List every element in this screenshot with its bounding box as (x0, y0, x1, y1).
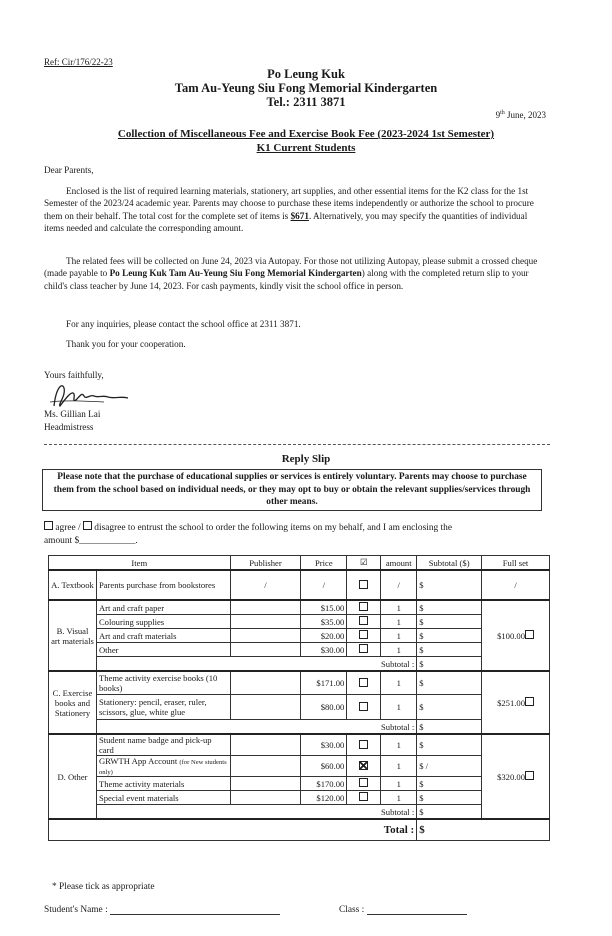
letter-title (0, 127, 612, 155)
row-publisher (230, 615, 301, 629)
header-check: ☑ (347, 556, 381, 571)
colon: : (105, 905, 108, 915)
row-subtotal[interactable]: $ / (417, 756, 482, 777)
row-checkbox[interactable] (347, 734, 381, 756)
row-item: Theme activity exercise books (10 books) (96, 671, 230, 695)
voluntary-notice: Please note that the purchase of educational supplies or services is entirely voluntary. Parents may choose to purchase them from the school based on individual needs, or they may opt to buy or obtain the relevant supplies/services through other means. (42, 469, 542, 511)
row-checkbox[interactable] (347, 570, 381, 600)
checkbox-icon[interactable] (359, 644, 368, 653)
student-name-input[interactable] (110, 914, 280, 915)
row-price: $35.00 (301, 615, 347, 629)
row-checkbox[interactable] (347, 671, 381, 695)
item-note: (for New students only) (98, 759, 227, 776)
p2-text: The related fees will be collected on June 24, 2023 via Autopay. For those not utilizing Autopay, please submit a crossed cheque (made payable to (44, 256, 538, 279)
row-checkbox[interactable] (347, 629, 381, 643)
subtotal-label: Subtotal : (96, 720, 416, 735)
table-row (49, 671, 550, 695)
row-publisher (230, 777, 301, 791)
colon: : (361, 905, 365, 915)
row-amount: 1 (381, 671, 417, 695)
row-price: $171.00 (301, 671, 347, 695)
checkbox-icon[interactable] (359, 630, 368, 639)
class-label: Class (339, 905, 360, 915)
subtotal-label: Subtotal : (96, 805, 416, 820)
row-subtotal[interactable]: $ (417, 671, 482, 695)
checkbox-icon[interactable] (359, 580, 368, 589)
row-amount: 1 (381, 734, 417, 756)
row-item: Stationery: pencil, eraser, ruler, scissors, glue, white glue (96, 695, 230, 720)
section-c-label: C. Exercise books and Stationery (49, 671, 97, 734)
checkbox-icon[interactable] (359, 740, 368, 749)
row-publisher (230, 734, 301, 756)
row-price: $80.00 (301, 695, 347, 720)
total-value[interactable]: $ (417, 819, 550, 841)
amount-field[interactable]: amount $____________. (44, 536, 138, 546)
row-publisher (230, 695, 301, 720)
row-price: $170.00 (301, 777, 347, 791)
table-header-row (49, 556, 550, 571)
paragraph-2 (44, 255, 544, 292)
checkbox-icon[interactable] (359, 616, 368, 625)
row-price: $120.00 (301, 791, 347, 805)
row-item: Theme activity materials (96, 777, 230, 791)
header-fullset: Full set (482, 556, 550, 571)
row-item: Art and craft paper (96, 600, 230, 615)
fullset-checkbox[interactable] (525, 630, 534, 639)
student-name-label: Student's Name (44, 905, 103, 915)
section-a-label: A. Textbook (49, 570, 97, 600)
row-item: Other (96, 643, 230, 657)
table-row (49, 734, 550, 756)
row-checkbox[interactable] (347, 791, 381, 805)
fee-table (48, 555, 550, 841)
row-subtotal[interactable]: $ (417, 615, 482, 629)
subtotal-value[interactable]: $ (417, 720, 482, 735)
row-publisher (230, 629, 301, 643)
row-amount: 1 (381, 756, 417, 777)
header-subtotal: Subtotal ($) (417, 556, 482, 571)
row-amount: 1 (381, 791, 417, 805)
p2-text-end: ) along with the completed return slip to your child's class teacher by June 14, 2023. For cash payments, kindly visit the school office in person. (44, 268, 529, 291)
signature-image (44, 378, 134, 410)
section-b-fullset[interactable] (482, 600, 550, 671)
tick-note: * Please tick as appropriate (52, 882, 155, 892)
row-subtotal[interactable]: $ (417, 629, 482, 643)
date-rest: June, 2023 (504, 110, 546, 120)
row-checkbox[interactable] (347, 695, 381, 720)
row-subtotal[interactable]: $ (417, 695, 482, 720)
table-row (49, 791, 550, 805)
section-c-fullset[interactable] (482, 671, 550, 734)
row-price: $15.00 (301, 600, 347, 615)
row-publisher (230, 600, 301, 615)
row-price: / (301, 570, 347, 600)
disagree-checkbox[interactable] (83, 521, 92, 530)
class-input[interactable] (367, 914, 467, 915)
row-amount: 1 (381, 695, 417, 720)
checkbox-icon[interactable] (359, 792, 368, 801)
total-amount: $671 (290, 210, 309, 221)
section-d-label: D. Other (49, 734, 97, 819)
row-subtotal[interactable]: $ (417, 777, 482, 791)
paragraph-3: For any inquiries, please contact the school office at 2311 3871. (66, 319, 301, 329)
fullset-price: $251.00 (497, 698, 525, 708)
title-line-2: K1 Current Students (256, 142, 356, 154)
table-row (49, 615, 550, 629)
checkbox-icon[interactable] (359, 678, 368, 687)
closing: Yours faithfully, (44, 370, 104, 380)
header-item: Item (49, 556, 231, 571)
agree-label: agree / (55, 523, 81, 533)
table-row (49, 643, 550, 657)
fullset-checkbox[interactable] (525, 771, 534, 780)
row-checkbox[interactable] (347, 756, 381, 777)
letter-date (496, 110, 546, 120)
reference-number: Ref: Cir/176/22-23 (44, 57, 113, 67)
crossed-checkbox-icon[interactable] (359, 761, 368, 770)
table-row (49, 570, 550, 600)
disagree-label: disagree to entrust the school to order the following items on my behalf, and I am enclosing the (94, 523, 453, 533)
class-field[interactable] (339, 905, 467, 915)
row-amount: 1 (381, 643, 417, 657)
subtotal-label: Subtotal : (96, 657, 416, 672)
signer-title: Headmistress (44, 422, 94, 432)
header-publisher: Publisher (230, 556, 301, 571)
row-publisher (230, 756, 301, 777)
section-b-label: B. Visual art materials (49, 600, 97, 671)
date-suffix: th (500, 110, 505, 116)
subtotal-row (49, 657, 550, 672)
row-price: $30.00 (301, 643, 347, 657)
row-amount: 1 (381, 629, 417, 643)
school-phone: Tel.: 2311 3871 (266, 95, 346, 109)
p1-text-end: . Alternatively, you may specify the quantities of individual items needed and calculate the corresponding amount. (44, 210, 528, 233)
signer-name: Ms. Gillian Lai (44, 409, 101, 419)
paragraph-4: Thank you for your cooperation. (66, 339, 186, 349)
greeting: Dear Parents, (44, 165, 94, 175)
row-subtotal[interactable]: $ (417, 791, 482, 805)
school-header (0, 67, 612, 109)
row-checkbox[interactable] (347, 777, 381, 791)
row-amount: 1 (381, 615, 417, 629)
row-subtotal[interactable]: $ (417, 643, 482, 657)
title-line-1: Collection of Miscellaneous Fee and Exercise Book Fee (2023-2024 1st Semester) (117, 128, 495, 140)
org-name: Po Leung Kuk (267, 67, 345, 81)
table-row (49, 629, 550, 643)
row-price: $60.00 (301, 756, 347, 777)
table-row (49, 756, 550, 777)
table-row (49, 777, 550, 791)
header-price: Price (301, 556, 347, 571)
agree-checkbox[interactable] (44, 521, 53, 530)
section-d-fullset[interactable] (482, 734, 550, 819)
reply-slip-title: Reply Slip (281, 453, 331, 465)
row-publisher (230, 671, 301, 695)
subtotal-row (49, 720, 550, 735)
row-item (96, 756, 230, 777)
fullset-price: $100.00 (497, 631, 525, 641)
row-item: Special event materials (96, 791, 230, 805)
row-subtotal[interactable]: $ (417, 734, 482, 756)
consent-statement (44, 521, 544, 548)
date-day: 9 (495, 110, 501, 120)
cheque-payee: Po Leung Kuk Tam Au-Yeung Siu Fong Memorial Kindergarten (109, 268, 362, 279)
row-publisher: / (230, 570, 301, 600)
subtotal-value[interactable]: $ (417, 657, 482, 672)
checkbox-icon[interactable] (359, 778, 368, 787)
row-fullset: / (482, 570, 550, 600)
checkbox-icon[interactable] (359, 702, 368, 711)
total-label: Total : (49, 819, 417, 841)
paragraph-1 (44, 185, 544, 234)
total-row (49, 819, 550, 841)
row-checkbox[interactable] (347, 600, 381, 615)
row-subtotal[interactable]: $ (417, 600, 482, 615)
p1-text: Enclosed is the list of required learning materials, stationery, art supplies, and other essential items for the K2 class for the 1st Semester of the 2023/24 academic year. Parents may choose to purchase these items independently or authorize the school to procure them on their behalf. The total cost for the complete set of items is (44, 186, 534, 221)
row-price: $20.00 (301, 629, 347, 643)
row-publisher (230, 643, 301, 657)
school-name: Tam Au-Yeung Siu Fong Memorial Kindergarten (174, 81, 438, 95)
item-name: GRWTH App Account (98, 756, 178, 766)
row-amount: 1 (381, 777, 417, 791)
fullset-price: $320.00 (497, 772, 525, 782)
row-publisher (230, 791, 301, 805)
table-row (49, 695, 550, 720)
student-name-field[interactable] (44, 905, 280, 915)
row-item: Colouring supplies (96, 615, 230, 629)
row-amount: / (381, 570, 417, 600)
row-item: Student name badge and pick-up card (96, 734, 230, 756)
header-amount: amount (381, 556, 417, 571)
checkbox-icon[interactable] (359, 602, 368, 611)
row-subtotal[interactable]: $ (417, 570, 482, 600)
row-amount: 1 (381, 600, 417, 615)
row-item: Art and craft materials (96, 629, 230, 643)
row-checkbox[interactable] (347, 615, 381, 629)
row-price: $30.00 (301, 734, 347, 756)
cut-line (44, 444, 550, 445)
row-item: Parents purchase from bookstores (96, 570, 230, 600)
row-checkbox[interactable] (347, 643, 381, 657)
subtotal-value[interactable]: $ (417, 805, 482, 820)
subtotal-row (49, 805, 550, 820)
table-row (49, 600, 550, 615)
fullset-checkbox[interactable] (525, 697, 534, 706)
